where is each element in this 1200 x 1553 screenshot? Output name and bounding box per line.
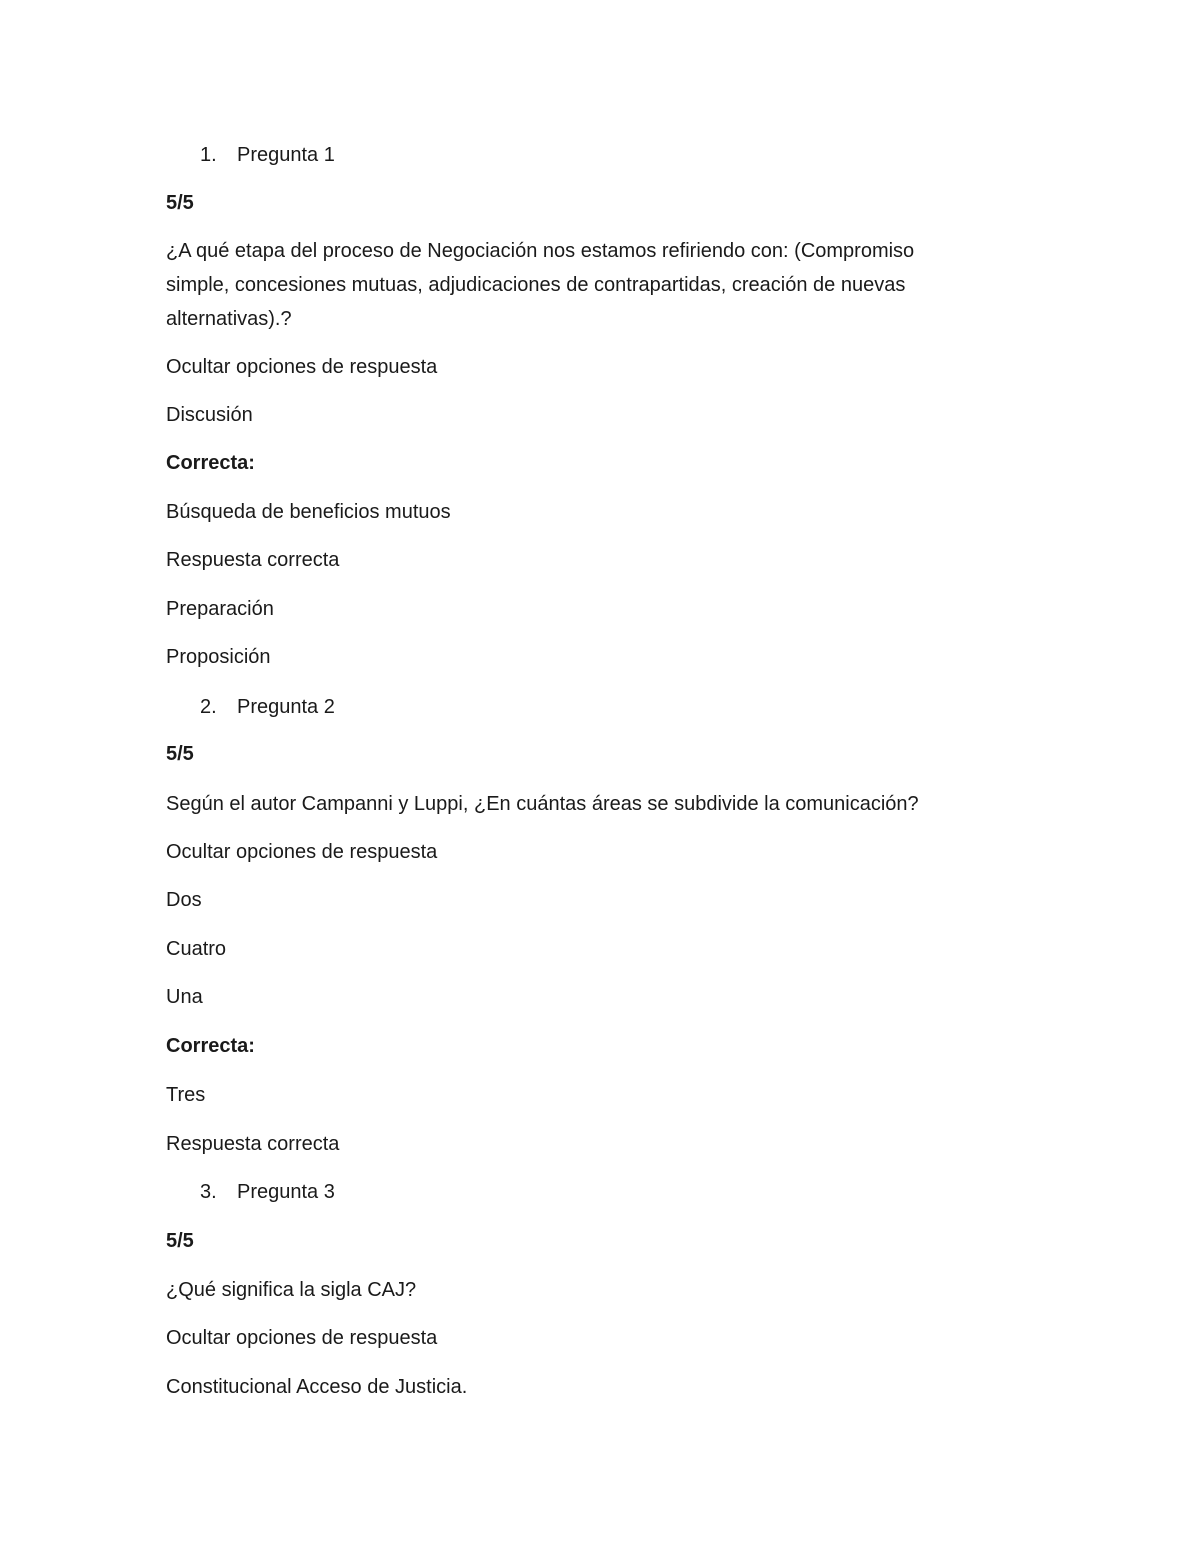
question-3-option: Constitucional Acceso de Justicia. [166,1376,468,1398]
question-number: 3. [200,1181,217,1203]
question-1-option: Preparación [166,598,274,620]
question-1-option: Proposición [166,646,271,668]
question-2-score: 5/5 [166,743,194,765]
question-2-heading [200,690,335,724]
question-2-option: Una [166,986,203,1008]
question-2-option: Cuatro [166,938,227,960]
question-1-prompt-line-1: ¿A qué etapa del proceso de Negociación nos estamos refiriendo con: (Compromiso [166,240,915,262]
question-3-score: 5/5 [166,1230,194,1252]
question-title: Pregunta 1 [237,144,335,166]
question-2-prompt: Según el autor Campanni y Luppi, ¿En cuántas áreas se subdivide la comunicación? [166,793,919,815]
question-1-heading [200,138,335,172]
question-1-toggle-options: Ocultar opciones de respuesta [166,356,438,378]
question-3-toggle-options: Ocultar opciones de respuesta [166,1327,438,1349]
question-1-correct-note: Respuesta correcta [166,549,340,571]
question-2-option: Dos [166,889,202,911]
question-3-heading [200,1175,335,1209]
question-2-toggle-options: Ocultar opciones de respuesta [166,841,438,863]
question-2-correct-option: Tres [166,1084,206,1106]
question-2-correct-note: Respuesta correcta [166,1133,340,1155]
question-2-correct-label: Correcta: [166,1035,255,1057]
question-title: Pregunta 2 [237,696,335,718]
question-number: 2. [200,696,217,718]
question-title: Pregunta 3 [237,1181,335,1203]
question-3-prompt: ¿Qué significa la sigla CAJ? [166,1279,417,1301]
question-1-prompt-line-3: alternativas).? [166,308,292,330]
question-1-score: 5/5 [166,192,194,214]
question-1-prompt-line-2: simple, concesiones mutuas, adjudicaciones de contrapartidas, creación de nuevas [166,274,906,296]
question-1-option: Discusión [166,404,253,426]
question-number: 1. [200,144,217,166]
question-1-correct-label: Correcta: [166,452,255,474]
question-1-correct-option: Búsqueda de beneficios mutuos [166,501,451,523]
